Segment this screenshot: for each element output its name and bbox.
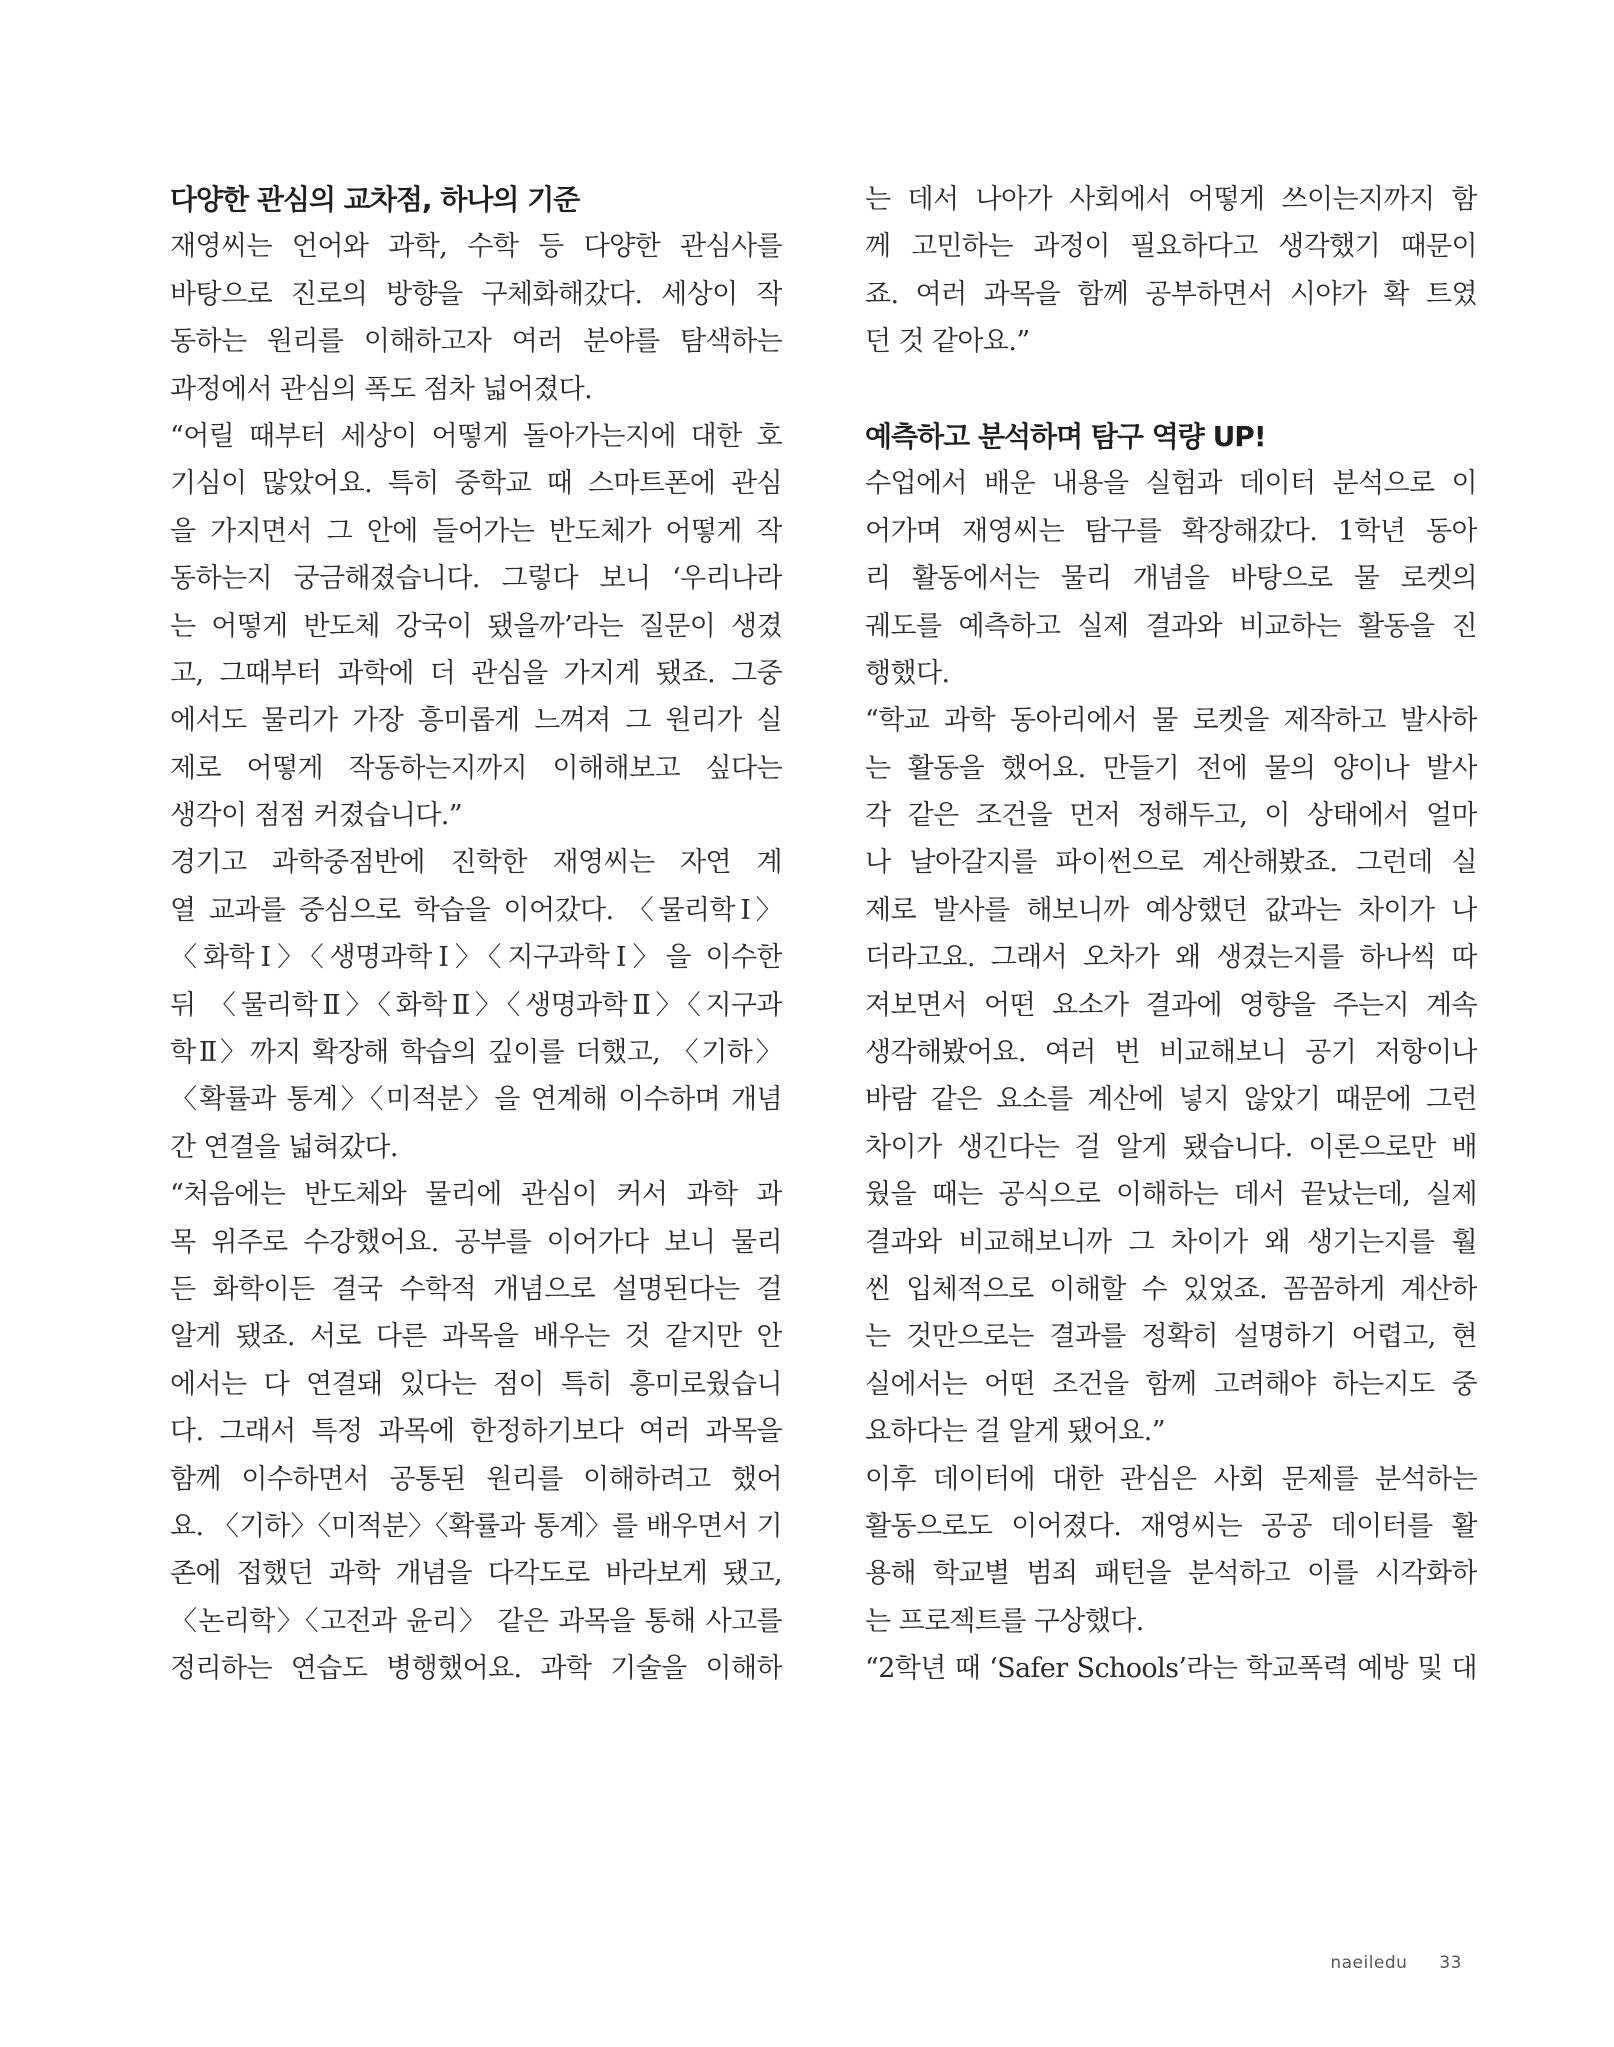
text-line: 에서도 물리가 가장 흥미롭게 느껴져 그 원리가 실: [170, 705, 782, 737]
text-line: 고, 그때부터 과학에 더 관심을 가지게 됐죠. 그중: [170, 657, 782, 689]
text-line: 죠. 여러 과목을 함께 공부하면서 시야가 확 트였: [865, 278, 1477, 310]
text-line: 제로 발사를 해보니까 예상했던 값과는 차이가 나: [865, 894, 1477, 926]
text-line: 이후 데이터에 대한 관심은 사회 문제를 분석하는: [865, 1463, 1477, 1495]
text-line: “학교 과학 동아리에서 물 로켓을 제작하고 발사하: [865, 705, 1477, 737]
text-line: 더라고요. 그래서 오차가 왜 생겼는지를 하나씩 따: [865, 942, 1477, 974]
text-line: 목 위주로 수강했어요. 공부를 이어가다 보니 물리: [170, 1226, 782, 1258]
text-line: 바탕으로 진로의 방향을 구체화해갔다. 세상이 작: [170, 278, 782, 310]
text-line: 생각이 점점 커졌습니다.”: [170, 800, 462, 832]
text-line: 과정에서 관심의 폭도 점차 넓어졌다.: [170, 373, 593, 405]
text-line: 동하는 원리를 이해하고자 여러 분야를 탐색하는: [170, 326, 782, 358]
section-heading: 예측하고 분석하며 탐구 역량 UP!: [865, 419, 1266, 453]
paragraph: [865, 460, 1477, 697]
text-line: 차이가 생긴다는 걸 알게 됐습니다. 이론으로만 배: [865, 1131, 1477, 1163]
text-line: 을 가지면서 그 안에 들어가는 반도체가 어떻게 작: [170, 515, 782, 547]
text-line: 씬 입체적으로 이해할 수 있었죠. 꼼꼼하게 계산하: [865, 1273, 1477, 1305]
text-line: 학Ⅱ〉까지 확장해 학습의 깊이를 더했고, 〈기하〉: [170, 1037, 782, 1069]
text-line: 동하는지 궁금해졌습니다. 그렇다 보니 ‘우리나라: [170, 563, 782, 595]
text-line: 〈화학Ⅰ〉〈생명과학Ⅰ〉〈지구과학Ⅰ〉을 이수한: [170, 942, 782, 974]
text-line: 뒤 〈물리학Ⅱ〉〈화학Ⅱ〉〈생명과학Ⅱ〉〈지구과: [170, 989, 782, 1021]
text-line: 〈논리학〉〈고전과 윤리〉 같은 과목을 통해 사고를: [170, 1605, 782, 1637]
text-line: 알게 됐죠. 서로 다른 과목을 배우는 것 같지만 안: [170, 1321, 782, 1353]
page-footer: [1330, 1953, 1462, 1973]
text-line: 든 화학이든 결국 수학적 개념으로 설명된다는 걸: [170, 1273, 782, 1305]
text-line: 궤도를 예측하고 실제 결과와 비교하는 활동을 진: [865, 610, 1477, 642]
text-line: “2학년 때 ‘Safer Schools’라는 학교폭력 예방 및 대: [865, 1653, 1477, 1685]
text-line: 나 날아갈지를 파이썬으로 계산해봤죠. 그런데 실: [865, 847, 1477, 879]
paragraph: [865, 1456, 1477, 1646]
text-line: 져보면서 어떤 요소가 결과에 영향을 주는지 계속: [865, 989, 1477, 1021]
text-line: 는 어떻게 반도체 강국이 됐을까’라는 질문이 생겼: [170, 610, 782, 642]
text-line: 는 것만으로는 결과를 정확히 설명하기 어렵고, 현: [865, 1321, 1477, 1353]
text-line: 웠을 때는 공식으로 이해하는 데서 끝났는데, 실제: [865, 1179, 1477, 1211]
text-line: 실에서는 어떤 조건을 함께 고려해야 하는지도 중: [865, 1368, 1477, 1400]
text-line: 경기고 과학중점반에 진학한 재영씨는 자연 계: [170, 847, 782, 879]
text-line: 바람 같은 요소를 계산에 넣지 않았기 때문에 그런: [865, 1084, 1477, 1116]
text-line: 존에 접했던 과학 개념을 다각도로 바라보게 됐고,: [170, 1558, 782, 1590]
footer-brand: naeiledu: [1330, 1953, 1408, 1973]
text-line: 다. 그래서 특정 과목에 한정하기보다 여러 과목을: [170, 1416, 782, 1448]
paragraph: [170, 839, 782, 1171]
text-line: 리 활동에서는 물리 개념을 바탕으로 물 로켓의: [865, 563, 1477, 595]
left-column: [170, 176, 782, 1693]
text-line: 〈확률과 통계〉〈미적분〉을 연계해 이수하며 개념: [170, 1084, 782, 1116]
paragraph: [865, 1645, 1477, 1692]
paragraph: [865, 176, 1477, 366]
text-line: 용해 학교별 범죄 패턴을 분석하고 이를 시각화하: [865, 1558, 1477, 1590]
text-line: 각 같은 조건을 먼저 정해두고, 이 상태에서 얼마: [865, 800, 1477, 832]
page-number: 33: [1439, 1953, 1462, 1973]
paragraph: [170, 1171, 782, 1692]
text-line: 간 연결을 넓혀갔다.: [170, 1131, 398, 1163]
text-line: 제로 어떻게 작동하는지까지 이해해보고 싶다는: [170, 752, 782, 784]
section-heading: 다양한 관심의 교차점, 하나의 기준: [170, 183, 580, 216]
text-line: 어가며 재영씨는 탐구를 확장해갔다. 1학년 동아: [865, 515, 1477, 547]
paragraph: [170, 223, 782, 413]
text-line: 생각해봤어요. 여러 번 비교해보니 공기 저항이나: [865, 1037, 1477, 1069]
text-line: 정리하는 연습도 병행했어요. 과학 기술을 이해하: [170, 1653, 782, 1685]
text-line: 함께 이수하면서 공통된 원리를 이해하려고 했어: [170, 1463, 782, 1495]
text-line: 는 데서 나아가 사회에서 어떻게 쓰이는지까지 함: [865, 184, 1477, 215]
text-line: “어릴 때부터 세상이 어떻게 돌아가는지에 대한 호: [170, 420, 782, 452]
text-line: 요. 〈기하〉〈미적분〉〈확률과 통계〉를 배우면서 기: [170, 1510, 782, 1542]
text-line: 요하다는 걸 알게 됐어요.”: [865, 1416, 1165, 1448]
text-line: 는 프로젝트를 구상했다.: [865, 1605, 1144, 1637]
right-column: [865, 176, 1477, 1693]
text-line: 던 것 같아요.”: [865, 326, 1030, 358]
text-line: 열 교과를 중심으로 학습을 이어갔다. 〈물리학Ⅰ〉: [170, 894, 782, 926]
text-line: 기심이 많았어요. 특히 중학교 때 스마트폰에 관심: [170, 468, 782, 500]
text-line: 활동으로도 이어졌다. 재영씨는 공공 데이터를 활: [865, 1510, 1477, 1542]
paragraph: [865, 697, 1477, 1455]
text-line: 재영씨는 언어와 과학, 수학 등 다양한 관심사를: [170, 231, 782, 263]
text-line: 에서는 다 연결돼 있다는 점이 특히 흥미로웠습니: [170, 1368, 782, 1400]
text-line: “처음에는 반도체와 물리에 관심이 커서 과학 과: [170, 1179, 782, 1211]
paragraph: [170, 413, 782, 840]
text-line: 행했다.: [865, 657, 950, 689]
section-spacer: [865, 366, 1477, 413]
text-line: 는 활동을 했어요. 만들기 전에 물의 양이나 발사: [865, 752, 1477, 784]
text-line: 결과와 비교해보니까 그 차이가 왜 생기는지를 훨: [865, 1226, 1477, 1258]
text-line: 께 고민하는 과정이 필요하다고 생각했기 때문이: [865, 231, 1477, 263]
text-line: 수업에서 배운 내용을 실험과 데이터 분석으로 이: [865, 468, 1477, 500]
